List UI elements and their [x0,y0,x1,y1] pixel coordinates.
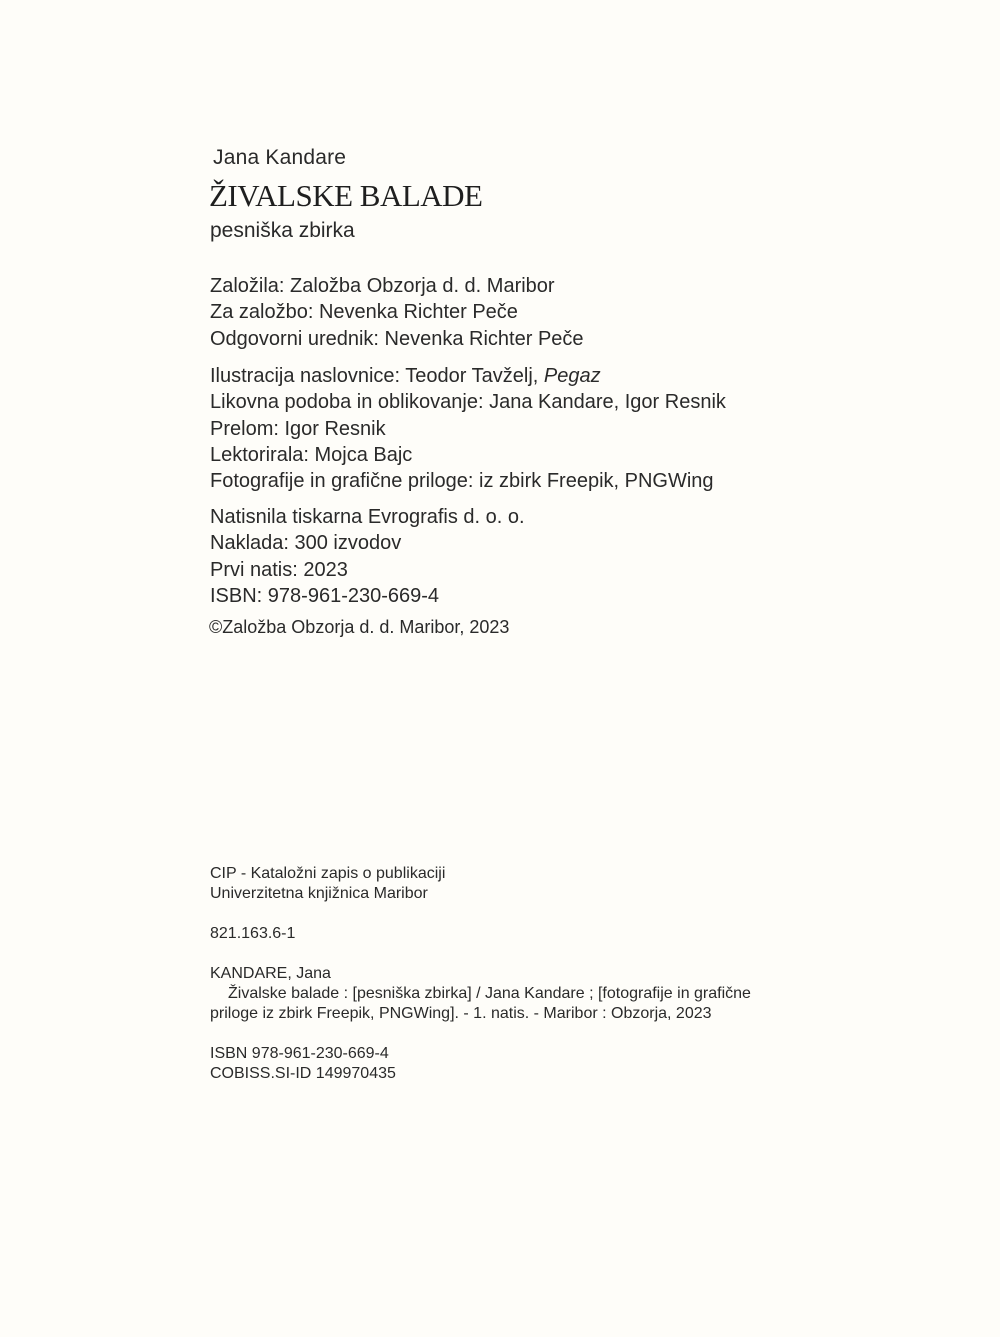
publisher-info [210,273,584,352]
entry-author: KANDARE, Jana [210,965,331,982]
entry-description-line: priloge iz zbirk Freepik, PNGWing]. - 1. natis. - Maribor : Obzorja, 2023 [210,1005,712,1022]
copyright-notice: ©Založba Obzorja d. d. Maribor, 2023 [209,617,510,637]
credits-info [210,363,726,494]
cip-identifiers [210,1044,396,1084]
printing-info [210,504,525,609]
isbn-line: ISBN: 978-961-230-669-4 [210,584,440,607]
photos-line: Fotografije in grafične priloge: iz zbirk Freepik, PNGWing [210,470,714,493]
udk-number: 821.163.6-1 [210,925,296,942]
publisher-representative-line: Za založbo: Nevenka Richter Peče [210,301,518,324]
entry-description-line: Živalske balade : [pesniška zbirka] / Jana Kandare ; [fotografije in grafične [228,985,751,1002]
cip-library: Univerzitetna knjižnica Maribor [210,885,428,902]
cip-classification [210,924,295,944]
layout-line: Prelom: Igor Resnik [210,417,386,440]
cip-catalog-entry [210,964,751,1024]
editor-line: Odgovorni urednik: Nevenka Richter Peče [210,327,584,350]
cover-illustration-line [210,363,726,389]
printer-line: Natisnila tiskarna Evrografis d. o. o. [210,506,525,528]
cobiss-id: COBISS.SI-ID 149970435 [210,1065,396,1082]
print-run-line: Naklada: 300 izvodov [210,532,402,555]
design-line: Likovna podoba in oblikovanje: Jana Kandare, Igor Resnik [210,391,726,414]
book-title: ŽIVALSKE BALADE [209,178,483,213]
cip-title: CIP - Kataložni zapis o publikaciji [210,865,446,882]
publisher-line: Založila: Založba Obzorja d. d. Maribor [210,275,555,297]
cip-heading [210,864,445,904]
cip-isbn: ISBN 978-961-230-669-4 [210,1045,389,1062]
proofreading-line: Lektorirala: Mojca Bajc [210,443,413,466]
author-name: Jana Kandare [213,146,347,169]
first-edition-line: Prvi natis: 2023 [210,558,348,581]
cover-illustration-label: Ilustracija naslovnice: Teodor Tavželj, [210,365,544,387]
book-subtitle: pesniška zbirka [210,219,355,242]
cover-illustration-title: Pegaz [543,365,601,387]
